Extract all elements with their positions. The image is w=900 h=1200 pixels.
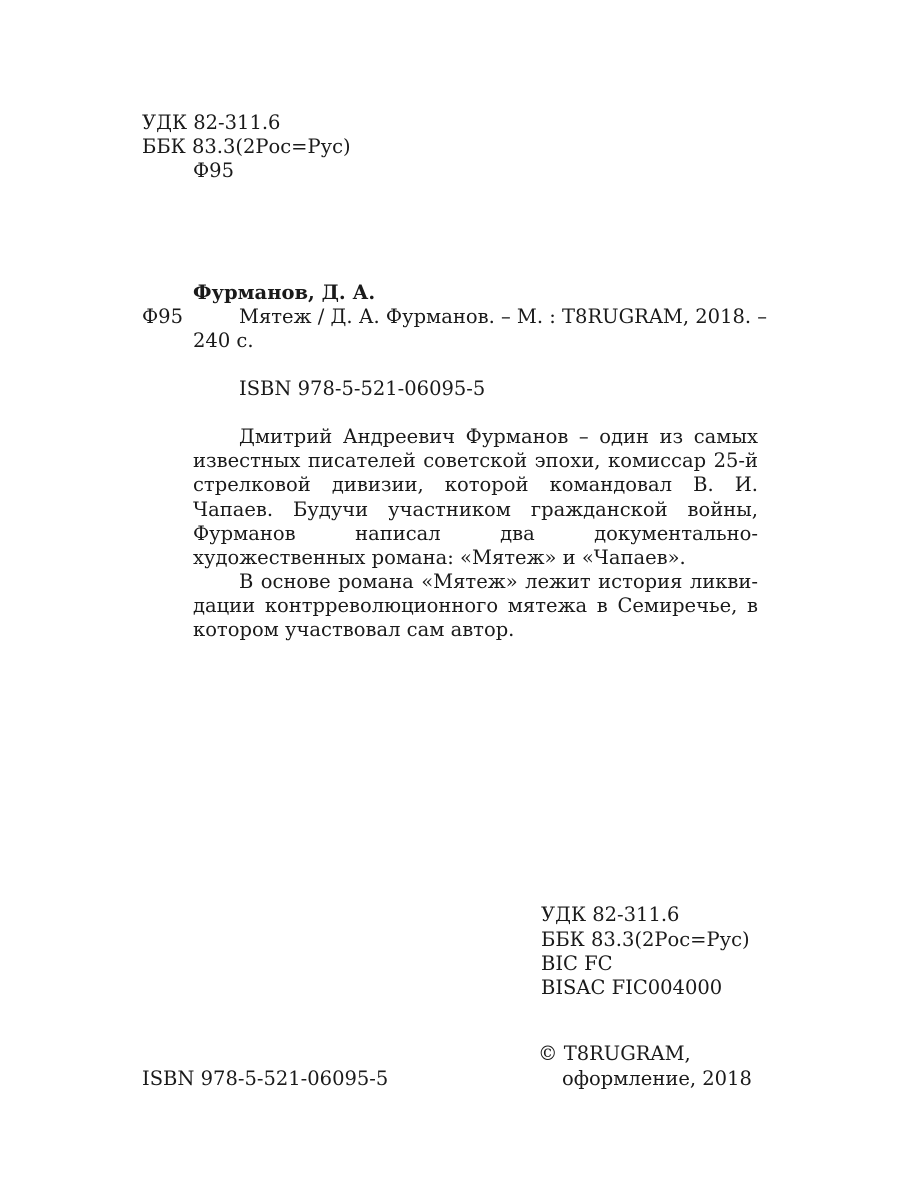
author-heading: Фурманов, Д. А. (193, 281, 376, 304)
annotation-line: В основе романа «Мятеж» лежит история ликви- (239, 570, 758, 593)
page-count: 240 с. (193, 329, 254, 352)
bisac-code: BISAC FIC004000 (541, 976, 723, 999)
annotation-line: Дмитрий Андреевич Фурманов – один из самых (239, 425, 758, 448)
annotation-paragraph-2 (193, 570, 758, 643)
isbn-record: ISBN 978-5-521-06095-5 (239, 377, 486, 400)
annotation-line: Будучи участником гражданской войны, Фурманов (193, 497, 758, 545)
isbn-footer: ISBN 978-5-521-06095-5 (142, 1067, 389, 1090)
annotation-line: стрелковой дивизии, которой командовал В. И. Чапаев. (193, 473, 758, 521)
bic-code: BIC FC (541, 952, 613, 975)
annotation-line: «Мятеж» и «Чапаев». (460, 546, 686, 570)
author-mark-top: Ф95 (193, 159, 234, 182)
annotation-paragraph-1 (193, 425, 758, 570)
bbk-code-top: ББК 83.3(2Рос=Рус) (142, 135, 351, 158)
annotation-line: написал два документально-художественных романа: (193, 521, 758, 570)
title-line: Мятеж / Д. А. Фурманов. – М. : T8RUGRAM, 2018. – (239, 305, 768, 328)
copyright-line-2: оформление, 2018 (562, 1067, 752, 1090)
annotation-line: дации контрреволюционного мятежа в Семиречье, (193, 594, 748, 618)
copyright-line-1: © T8RUGRAM, (538, 1042, 691, 1065)
annotation-line: в котором участвовал сам автор. (193, 594, 758, 642)
udk-code-top: УДК 82-311.6 (142, 111, 281, 134)
author-mark-record: Ф95 (142, 305, 183, 328)
udk-code-bottom: УДК 82-311.6 (541, 903, 680, 926)
bbk-code-bottom: ББК 83.3(2Рос=Рус) (541, 928, 750, 951)
annotation-line: известных писателей советской эпохи, комиссар 25-й (193, 449, 758, 473)
